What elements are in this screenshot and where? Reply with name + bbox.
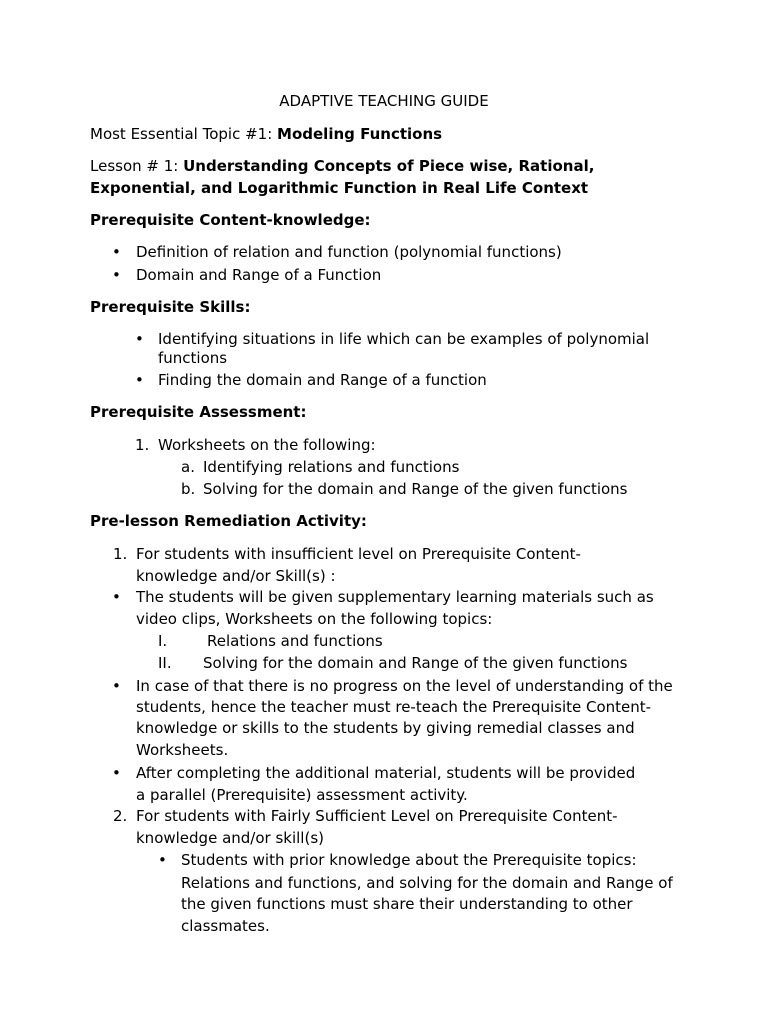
sub-marker: a. — [181, 458, 195, 476]
bullet: • — [112, 588, 121, 606]
lesson-title-part-2: Exponential, and Logarithmic Function in Real Life Context — [90, 179, 589, 197]
assessment-sub-item: Identifying relations and functions — [203, 458, 460, 476]
prereq-content-item: Domain and Range of a Function — [136, 266, 382, 284]
prereq-skill-item-cont: functions — [158, 349, 228, 367]
roman-marker: I. — [158, 632, 168, 650]
topic-name: Modeling Functions — [277, 125, 443, 143]
bullet: • — [135, 371, 144, 389]
list-number: 1. — [113, 545, 128, 563]
roman-item: Relations and functions — [207, 632, 383, 650]
remediation-sub-bullet: Students with prior knowledge about the Prerequisite topics: — [181, 851, 637, 869]
bullet: • — [158, 851, 167, 869]
prereq-skill-item: Finding the domain and Range of a function — [158, 371, 487, 389]
bullet: • — [112, 243, 121, 261]
bullet: • — [112, 266, 121, 284]
lesson-title-part-1: Understanding Concepts of Piece wise, Rational, — [183, 157, 595, 175]
prereq-content-heading: Prerequisite Content-knowledge: — [90, 211, 371, 229]
remediation-bullet-cont: video clips, Worksheets on the following topics: — [136, 610, 493, 628]
topic-line — [90, 124, 442, 144]
remediation-heading: Pre-lesson Remediation Activity: — [90, 512, 367, 530]
bullet: • — [112, 677, 121, 695]
remediation-bullet: The students will be given supplementary learning materials such as — [136, 588, 654, 606]
remediation-item: For students with insufficient level on Prerequisite Content- — [136, 545, 581, 563]
remediation-bullet: In case of that there is no progress on the level of understanding of the — [136, 677, 673, 695]
bullet: • — [112, 764, 121, 782]
remediation-item-cont: knowledge and/or skill(s) — [136, 829, 324, 847]
sub-marker: b. — [181, 480, 196, 498]
list-number: 2. — [113, 807, 128, 825]
lesson-prefix: Lesson # 1: — [90, 157, 184, 175]
remediation-bullet: After completing the additional material, students will be provided — [136, 764, 636, 782]
remediation-sub-bullet-cont: the given functions must share their understanding to other — [181, 895, 633, 913]
document-title: ADAPTIVE TEACHING GUIDE — [279, 92, 489, 110]
remediation-sub-bullet-cont: Relations and functions, and solving for the domain and Range of — [181, 874, 673, 892]
remediation-bullet-cont: a parallel (Prerequisite) assessment activity. — [136, 786, 468, 804]
bullet: • — [135, 330, 144, 348]
roman-item: Solving for the domain and Range of the given functions — [203, 654, 628, 672]
topic-prefix: Most Essential Topic #1: — [90, 125, 278, 143]
remediation-sub-bullet-cont: classmates. — [181, 917, 270, 935]
prereq-assessment-heading: Prerequisite Assessment: — [90, 403, 307, 421]
remediation-item: For students with Fairly Sufficient Level on Prerequisite Content- — [136, 807, 618, 825]
roman-marker: II. — [158, 654, 172, 672]
remediation-bullet-cont: knowledge or skills to the students by giving remedial classes and — [136, 719, 635, 737]
assessment-item: Worksheets on the following: — [158, 436, 376, 454]
prereq-skill-item: Identifying situations in life which can be examples of polynomial — [158, 330, 650, 348]
lesson-line-1 — [90, 156, 594, 176]
remediation-bullet-cont: Worksheets. — [136, 741, 229, 759]
list-number: 1. — [135, 436, 150, 454]
prereq-content-item: Definition of relation and function (polynomial functions) — [136, 243, 562, 261]
remediation-bullet-cont: students, hence the teacher must re-teach the Prerequisite Content- — [136, 698, 652, 716]
assessment-sub-item: Solving for the domain and Range of the given functions — [203, 480, 628, 498]
prereq-skills-heading: Prerequisite Skills: — [90, 298, 251, 316]
remediation-item-cont: knowledge and/or Skill(s) : — [136, 567, 336, 585]
